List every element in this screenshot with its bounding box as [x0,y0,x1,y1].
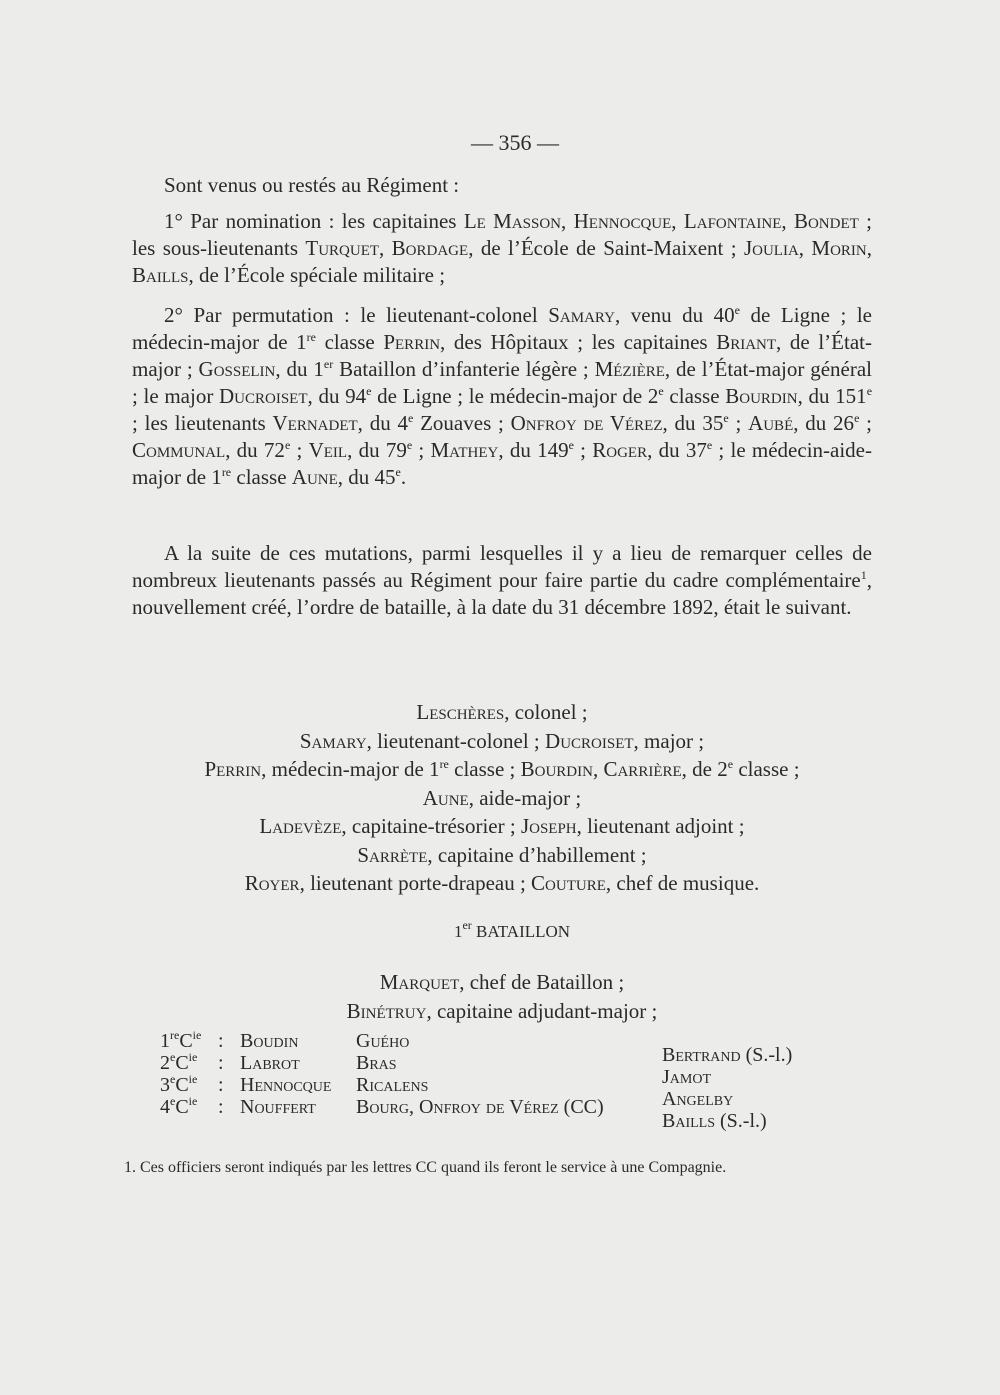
intro-paragraph: Sont venus ou restés au Régiment : [164,173,460,197]
name-gosselin: Gosselin [198,357,276,381]
captain-name: Hennocque [240,1074,332,1096]
name-turquet: Turquet [305,236,380,260]
company-labels [160,1030,201,1118]
battalion-chef: Marquet, chef de Bataillon ; [379,970,625,994]
companies-table [160,1030,860,1150]
footnote-text: Ces officiers seront indiqués par les lettres CC quand ils feront le service à une Compagnie. [136,1159,727,1176]
company-sous-lieutenants [662,1044,792,1132]
name-veil: Veil [308,438,348,462]
permutation-paragraph: 2° Par permutation : le lieutenant-colonel Samary, venu du 40e de Ligne ; le médecin-major de 1re classe Perrin, des Hôpitaux ; les capitaines Briant, de l’État-major ; Gosselin, du 1er Bataillon d’infanterie légère ; Mézière, de l’État-major général ; le major Ducroiset, du 94e de Ligne ; le médecin-major de 2e classe Bourdin, du 151e ; les lieutenants Vernadet, du 4e Zouaves ; Onfroy de Vérez, du 35e ; Aubé, du 26e ; Communal, du 72e ; Veil, du 79e ; Mathey, du 149e ; Roger, du 37e ; le médecin-aide-major de 1re classe Aune, du 45e. [132,303,873,489]
name-baills: Baills [132,263,189,287]
footnote-reference: 1 [860,568,867,582]
captain-name: Nouffert [240,1096,316,1118]
staff-line-medecins: Perrin, médecin-major de 1re classe ; Bourdin, Carrière, de 2e classe ; [204,757,800,781]
name-ducroiset: Ducroiset [219,384,308,408]
nomination-paragraph: 1° Par nomination : les capitaines Le Masson, Hennocque, Lafontaine, Bondet ; les sous-lieutenants Turquet, Bordage, de l’École de Saint-Maixent ; Joulia, Morin, Baills, de l’École spéciale militaire ; [132,209,873,287]
staff-line-colonel: Leschères, colonel ; [416,700,588,724]
sous-lieutenant-name: Angelby [662,1088,734,1110]
mutations-paragraph: A la suite de ces mutations, parmi lesquelles il y a lieu de remarquer celles de nombreux lieutenants passés au Régiment pour faire partie du cadre complémentaire$^1$, nouvellement créé, l’ordre de bataille, à la date du 31 décembre 1892, était le suivant. [132,541,872,619]
name-bourdin: Bourdin [725,384,798,408]
regimental-staff-list [132,698,872,898]
page-number: — 356 — [471,130,559,155]
staff-line-aide-major: Aune, aide-major ; [422,785,582,810]
company-label: $1reC^{ie}$ [160,1028,202,1052]
name-lafontaine: Lafontaine [683,209,782,233]
name-meziere: Mézière [594,357,665,381]
company-label: $4eC^{ie}$ [160,1094,198,1118]
name-aube: Aubé [748,411,794,435]
sous-lieutenant-name: Baills (S.-l.) [662,1110,767,1132]
name-morin: Morin [811,236,867,260]
name-hennocque: Hennocque [573,209,672,233]
footnote-number: 1. [124,1159,136,1176]
name-le-masson: Le Masson [463,209,562,233]
name-vernadet: Vernadet [272,411,358,435]
lieutenant-name: Bras [356,1052,397,1074]
lieutenant-name: Guého [356,1030,410,1052]
battalion-staff [132,968,872,1025]
name-briant: Briant [716,330,777,354]
company-captains [240,1030,331,1118]
name-communal: Communal [132,438,226,462]
staff-line-lieutenant-colonel: Samary, lieutenant-colonel ; Ducroiset, major ; [299,728,705,753]
lieutenant-name: Bourg, Onfroy de Vérez (CC) [356,1096,604,1118]
staff-line-habillement: Sarrète, capitaine d’habillement ; [357,842,647,867]
battalion-adjudant: Binétruy, capitaine adjudant-major ; [346,998,658,1023]
company-lieutenants [356,1030,604,1118]
name-onfroy-de-verez: Onfroy de Vérez [510,411,663,435]
company-separators: : : : : [218,1030,224,1118]
name-bondet: Bondet [793,209,859,233]
name-mathey: Mathey [430,438,499,462]
staff-line-porte-drapeau: Royer, lieutenant porte-drapeau ; Couture, chef de musique. [244,871,760,895]
name-samary: Samary [548,303,615,327]
captain-name: Labrot [240,1052,300,1074]
sous-lieutenant-name: Jamot [662,1066,712,1088]
staff-line-tresorier: Ladevèze, capitaine-trésorier ; Joseph, lieutenant adjoint ; [259,814,745,838]
company-label: $3eC^{ie}$ [160,1072,198,1096]
name-joulia: Joulia [743,236,799,260]
sous-lieutenant-name: Bertrand (S.-l.) [662,1044,793,1066]
footnote [124,1158,884,1178]
name-bordage: Bordage [391,236,469,260]
company-label: $2eC^{ie}$ [160,1050,198,1074]
lieutenant-name: Ricalens [356,1074,429,1096]
captain-name: Boudin [240,1030,299,1052]
battalion-title: 1er BATAILLON [453,918,571,941]
name-perrin: Perrin [383,330,441,354]
name-roger: Roger [592,438,648,462]
name-aune: Aune [291,465,338,489]
